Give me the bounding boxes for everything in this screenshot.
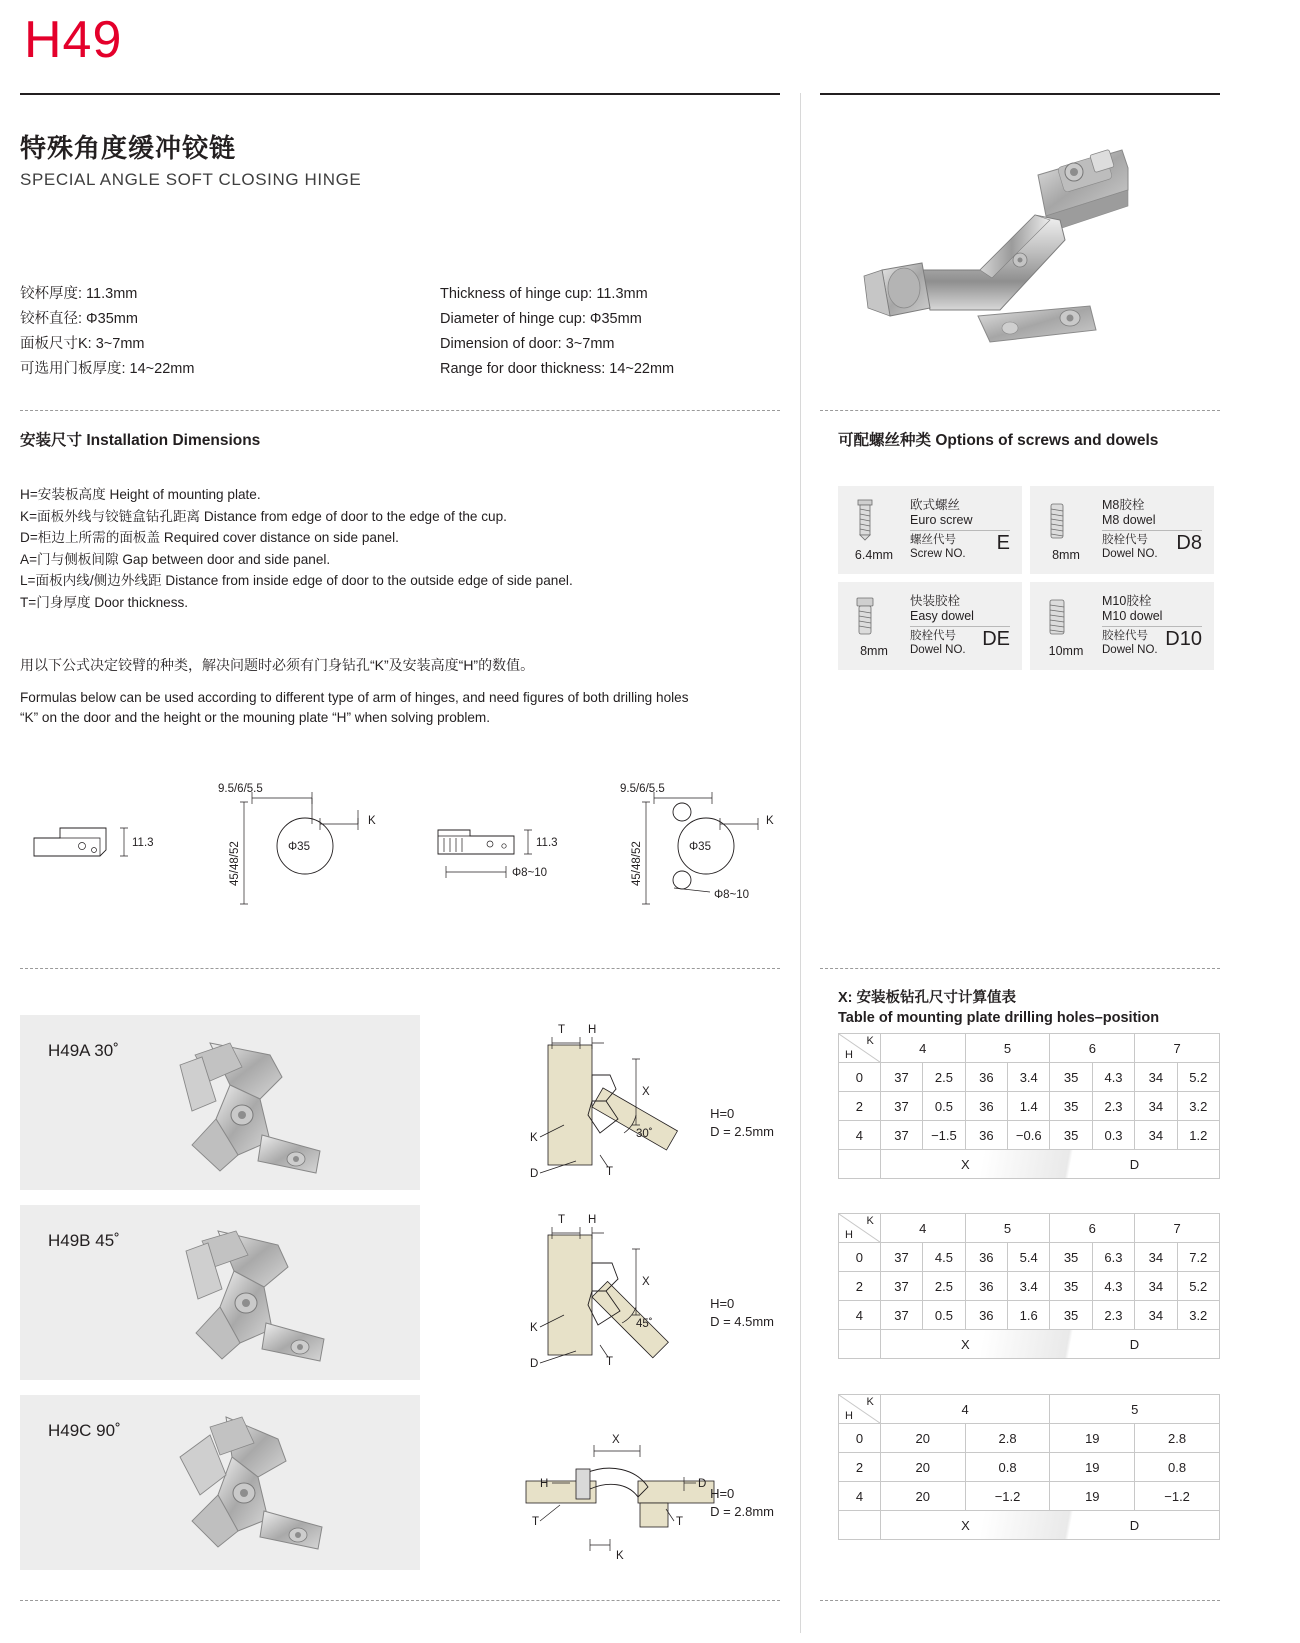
svg-text:X: X — [642, 1276, 650, 1288]
cell: 19 — [1050, 1424, 1135, 1453]
svg-text:K: K — [368, 815, 376, 827]
variant-h49a-note-d: D = 2.5mm — [710, 1124, 774, 1139]
easy-dowel-name-cn: 快装胶栓 — [910, 594, 961, 608]
m10-dowel-no-cn: 胶栓代号 — [1102, 630, 1148, 642]
cell: 34 — [1135, 1243, 1177, 1272]
table-3-header-row — [839, 1395, 1220, 1424]
variant-h49b-note-h: H=0 — [710, 1296, 735, 1311]
legend-line-2: D=柜边上所需的面板盖 Required cover distance on side panel. — [20, 530, 399, 545]
svg-text:Φ8~10: Φ8~10 — [714, 889, 750, 901]
cell: 35 — [1050, 1063, 1092, 1092]
table-1-footer-x: X — [961, 1157, 970, 1172]
svg-text:D: D — [530, 1358, 539, 1370]
m8-dowel-name-en: M8 dowel — [1102, 513, 1156, 527]
cell: 36 — [965, 1272, 1007, 1301]
variant-h49a-diagram — [440, 1015, 780, 1190]
svg-text:K: K — [616, 1550, 624, 1562]
table-1-k-5: 5 — [965, 1034, 1050, 1063]
table-1-footer-d: D — [1129, 1157, 1140, 1172]
spec-cn-3: 可选用门板厚度: 14~22mm — [20, 361, 195, 377]
installation-title-cn: 安装尺寸 — [20, 432, 83, 449]
cell: 7.2 — [1177, 1243, 1219, 1272]
cell: −1.2 — [965, 1482, 1050, 1511]
table-3-k-5: 5 — [1050, 1395, 1220, 1424]
table-row — [839, 1121, 1220, 1150]
variant-h49c-photo — [20, 1395, 420, 1570]
cell: 3.2 — [1177, 1301, 1219, 1330]
table-2-corner-h: H — [845, 1229, 853, 1241]
cell: 34 — [1135, 1121, 1177, 1150]
table-2-footer-x: X — [961, 1337, 970, 1352]
variant-h49b-diagram — [440, 1205, 780, 1380]
svg-text:H: H — [588, 1024, 597, 1036]
svg-text:H: H — [540, 1478, 549, 1490]
m8-dowel-no-en: Dowel NO. — [1102, 547, 1158, 560]
cell: 5.2 — [1177, 1272, 1219, 1301]
svg-text:Φ8~10: Φ8~10 — [512, 867, 548, 879]
tables-title-en: Table of mounting plate drilling holes–position — [838, 1010, 1160, 1026]
screw-option-euro-screw — [838, 486, 1022, 574]
easy-dowel-code-label — [910, 630, 966, 657]
variant-h49c-label: H49C 90˚ — [48, 1421, 121, 1440]
screw-option-m10-dowel — [1030, 582, 1214, 670]
tables-title — [838, 988, 1159, 1028]
table-1-header-row — [839, 1034, 1220, 1063]
svg-text:T: T — [676, 1516, 684, 1528]
easy-dowel-name-en: Easy dowel — [910, 609, 974, 623]
cell: 37 — [880, 1121, 922, 1150]
euro-screw-icon — [850, 498, 898, 544]
svg-text:X: X — [612, 1434, 620, 1446]
drawing-front-view-1 — [218, 783, 376, 904]
svg-text:45/48/52: 45/48/52 — [229, 841, 241, 886]
table-row — [839, 1301, 1220, 1330]
table-2-corner-k: K — [866, 1215, 874, 1227]
svg-text:9.5/6/5.5: 9.5/6/5.5 — [620, 783, 665, 795]
table-2-k-5: 5 — [965, 1214, 1050, 1243]
table-3-footer-blank — [839, 1511, 881, 1540]
cell: 36 — [965, 1243, 1007, 1272]
cell: 4.3 — [1092, 1272, 1134, 1301]
m8-dowel-size: 8mm — [1052, 548, 1080, 562]
variant-h49c — [20, 1395, 780, 1570]
svg-text:11.3: 11.3 — [132, 837, 154, 849]
cell: 20 — [880, 1482, 965, 1511]
table-2-footer-d: D — [1129, 1337, 1140, 1352]
product-code: H49 — [24, 11, 123, 69]
table-2-footer — [839, 1330, 1220, 1359]
table-1-corner-h: H — [845, 1049, 853, 1061]
cell: 37 — [880, 1092, 922, 1121]
spec-cn-0: 铰杯厚度: 11.3mm — [20, 286, 138, 302]
cell: −1.5 — [923, 1121, 965, 1150]
m10-dowel-name-en: M10 dowel — [1102, 609, 1163, 623]
cell: 4.5 — [923, 1243, 965, 1272]
euro-screw-code-label — [910, 534, 966, 561]
euro-screw-no-en: Screw NO. — [910, 547, 966, 560]
table-2-footer-blank — [839, 1330, 881, 1359]
cell: 6.3 — [1092, 1243, 1134, 1272]
table-2-footer-xd — [880, 1330, 1219, 1359]
svg-text:K: K — [530, 1322, 538, 1334]
m10-dowel-rule — [1102, 626, 1202, 627]
svg-text:11.3: 11.3 — [536, 837, 558, 849]
divider-right-2 — [820, 968, 1220, 969]
cell: 36 — [965, 1121, 1007, 1150]
m8-dowel-name — [1102, 498, 1156, 528]
svg-text:Φ35: Φ35 — [689, 841, 711, 853]
cell: 2.5 — [923, 1063, 965, 1092]
easy-dowel-name — [910, 594, 974, 624]
cell: 35 — [1050, 1243, 1092, 1272]
m8-dowel-code-label — [1102, 534, 1158, 561]
svg-text:T: T — [558, 1214, 566, 1226]
table-2-h-2: 2 — [839, 1272, 881, 1301]
technical-drawings — [20, 780, 780, 950]
table-row — [839, 1063, 1220, 1092]
cell: 34 — [1135, 1063, 1177, 1092]
screw-option-m8-dowel — [1030, 486, 1214, 574]
cell: −1.2 — [1135, 1482, 1220, 1511]
cell: 2.5 — [923, 1272, 965, 1301]
table-1-h-2: 2 — [839, 1092, 881, 1121]
table-3-footer-x: X — [961, 1518, 970, 1533]
table-row — [839, 1092, 1220, 1121]
cell: 5.2 — [1177, 1063, 1219, 1092]
m8-dowel-name-cn: M8胶栓 — [1102, 498, 1145, 512]
easy-dowel-no-cn: 胶栓代号 — [910, 630, 956, 642]
cell: 37 — [880, 1301, 922, 1330]
cell: 36 — [965, 1301, 1007, 1330]
variant-h49c-diagram — [440, 1395, 780, 1570]
variant-h49b-photo — [20, 1205, 420, 1380]
cell: 1.6 — [1007, 1301, 1049, 1330]
variant-h49b-angle: 45˚ — [636, 1318, 653, 1330]
table-1-k-6: 6 — [1050, 1034, 1135, 1063]
m8-dowel-icon — [1042, 498, 1090, 544]
svg-text:Φ35: Φ35 — [288, 841, 310, 853]
cell: 1.2 — [1177, 1121, 1219, 1150]
table-row — [839, 1243, 1220, 1272]
drawing-side-view-2 — [438, 830, 558, 879]
m10-dowel-icon — [1042, 594, 1090, 640]
table-row — [839, 1453, 1220, 1482]
cell: 2.3 — [1092, 1301, 1134, 1330]
installation-title-en: Installation Dimensions — [86, 432, 261, 449]
table-1-corner — [839, 1034, 881, 1063]
formula-note-en: Formulas below can be used according to different type of arm of hinges, and need figures of both drilling holes “K” on the door and the height or the mouning plate “H” when solving problem. — [20, 690, 689, 725]
table-2-k-7: 7 — [1135, 1214, 1220, 1243]
legend-line-4: L=面板内线/侧边外线距 Distance from inside edge of door to the outside edge of side panel. — [20, 573, 573, 588]
variant-h49c-note — [710, 1485, 774, 1521]
header-rule-right — [820, 93, 1220, 95]
cell: 0.8 — [965, 1453, 1050, 1482]
easy-dowel-code: DE — [982, 628, 1010, 650]
spec-en-3: Range for door thickness: 14~22mm — [440, 361, 675, 377]
spec-en-1: Diameter of hinge cup: Φ35mm — [440, 311, 642, 327]
screws-title-cn: 可配螺丝种类 — [838, 432, 932, 449]
cell: 35 — [1050, 1272, 1092, 1301]
cell: 2.3 — [1092, 1092, 1134, 1121]
euro-screw-rule — [910, 530, 1010, 531]
legend-line-3: A=门与侧板间隙 Gap between door and side panel. — [20, 551, 331, 567]
variant-h49b-note-d: D = 4.5mm — [710, 1314, 774, 1329]
easy-dowel-rule — [910, 626, 1010, 627]
spec-cn-1: 铰杯直径: Φ35mm — [20, 311, 138, 327]
table-3-h-0: 0 — [839, 1424, 881, 1453]
m10-dowel-no-en: Dowel NO. — [1102, 643, 1158, 656]
euro-screw-no-cn: 螺丝代号 — [910, 534, 956, 546]
legend-line-5: T=门身厚度 Door thickness. — [20, 594, 189, 610]
drilling-table-3 — [838, 1394, 1220, 1540]
svg-text:T: T — [606, 1166, 614, 1178]
svg-text:D: D — [530, 1168, 539, 1180]
installation-section-title — [20, 428, 260, 450]
cell: 35 — [1050, 1301, 1092, 1330]
variant-h49b-label: H49B 45˚ — [48, 1231, 120, 1250]
table-2-corner — [839, 1214, 881, 1243]
cell: 35 — [1050, 1121, 1092, 1150]
easy-dowel-icon — [850, 594, 898, 640]
variant-h49c-note-d: D = 2.8mm — [710, 1504, 774, 1519]
table-3-corner — [839, 1395, 881, 1424]
variant-h49b-note — [710, 1295, 774, 1331]
table-3-footer-d: D — [1129, 1518, 1140, 1533]
m8-dowel-no-cn: 胶栓代号 — [1102, 534, 1148, 546]
table-3-k-4: 4 — [880, 1395, 1050, 1424]
table-1-k-4: 4 — [880, 1034, 965, 1063]
svg-text:H: H — [588, 1214, 597, 1226]
table-row — [839, 1482, 1220, 1511]
euro-screw-code: E — [996, 532, 1010, 554]
table-2-k-6: 6 — [1050, 1214, 1135, 1243]
variant-h49c-note-h: H=0 — [710, 1486, 735, 1501]
svg-text:45/48/52: 45/48/52 — [631, 841, 643, 886]
m10-dowel-code: D10 — [1165, 628, 1202, 650]
cell: 36 — [965, 1092, 1007, 1121]
euro-screw-name-cn: 欧式螺丝 — [910, 498, 961, 512]
drilling-table-2 — [838, 1213, 1220, 1359]
m10-dowel-size: 10mm — [1048, 644, 1084, 658]
variant-h49a — [20, 1015, 780, 1190]
tables-title-cn: X: 安装板钻孔尺寸计算值表 — [838, 990, 1017, 1006]
spec-list-cn — [20, 282, 440, 382]
cell: 3.4 — [1007, 1272, 1049, 1301]
cell: 0.5 — [923, 1301, 965, 1330]
euro-screw-name-en: Euro screw — [910, 513, 973, 527]
divider-left-3 — [20, 1600, 780, 1601]
divider-left-2 — [20, 968, 780, 969]
table-1-corner-k: K — [866, 1035, 874, 1047]
cell: 19 — [1050, 1482, 1135, 1511]
cell: 3.4 — [1008, 1063, 1050, 1092]
svg-text:9.5/6/5.5: 9.5/6/5.5 — [218, 783, 263, 795]
divider-left-1 — [20, 410, 780, 411]
table-2-header-row — [839, 1214, 1220, 1243]
spec-list — [20, 282, 780, 382]
table-1-footer-xd — [880, 1150, 1219, 1179]
cell: 2.8 — [1135, 1424, 1220, 1453]
cell: 20 — [880, 1453, 965, 1482]
cell: 0.5 — [923, 1092, 965, 1121]
product-title-en: SPECIAL ANGLE SOFT CLOSING HINGE — [20, 170, 362, 189]
svg-text:K: K — [766, 815, 774, 827]
variant-h49a-note-h: H=0 — [710, 1106, 735, 1121]
table-1-footer — [839, 1150, 1220, 1179]
cell: 34 — [1135, 1092, 1177, 1121]
table-row — [839, 1272, 1220, 1301]
header-rule-left — [20, 93, 780, 95]
euro-screw-size: 6.4mm — [854, 548, 894, 562]
variant-h49a-photo — [20, 1015, 420, 1190]
cell: 0.3 — [1092, 1121, 1134, 1150]
table-3-footer — [839, 1511, 1220, 1540]
screw-option-easy-dowel — [838, 582, 1022, 670]
table-3-footer-xd — [880, 1511, 1219, 1540]
spec-list-en — [440, 282, 770, 382]
svg-text:D: D — [698, 1478, 707, 1490]
product-title-cn: 特殊角度缓冲铰链 — [20, 133, 237, 163]
spec-en-2: Dimension of door: 3~7mm — [440, 336, 615, 352]
spec-en-0: Thickness of hinge cup: 11.3mm — [440, 286, 648, 302]
variant-h49a-label: H49A 30˚ — [48, 1041, 119, 1060]
m8-dowel-code: D8 — [1176, 532, 1202, 554]
drilling-table-1 — [838, 1033, 1220, 1179]
screws-section-title — [838, 428, 1158, 450]
cell: 37 — [880, 1243, 922, 1272]
variant-h49b — [20, 1205, 780, 1380]
table-1-footer-blank — [839, 1150, 881, 1179]
cell: −0.6 — [1008, 1121, 1050, 1150]
table-1-h-0: 0 — [839, 1063, 881, 1092]
table-row — [839, 1424, 1220, 1453]
table-2-h-4: 4 — [839, 1301, 881, 1330]
screws-title-en: Options of screws and dowels — [935, 432, 1159, 449]
svg-text:X: X — [642, 1086, 650, 1098]
divider-right-1 — [820, 410, 1220, 411]
m8-dowel-rule — [1102, 530, 1202, 531]
installation-legend — [20, 484, 720, 613]
easy-dowel-no-en: Dowel NO. — [910, 643, 966, 656]
cell: 34 — [1135, 1301, 1177, 1330]
easy-dowel-size: 8mm — [860, 644, 888, 658]
variant-h49a-note — [710, 1105, 774, 1141]
drawing-side-view-1 — [34, 828, 154, 856]
cell: 3.2 — [1177, 1092, 1219, 1121]
table-3-h-2: 2 — [839, 1453, 881, 1482]
table-3-corner-h: H — [845, 1410, 853, 1422]
screw-options-grid — [838, 486, 1220, 678]
hero-product-photo — [860, 120, 1210, 370]
cell: 0.8 — [1135, 1453, 1220, 1482]
drawing-front-view-2 — [620, 783, 774, 904]
cell: 34 — [1135, 1272, 1177, 1301]
table-2-k-4: 4 — [880, 1214, 965, 1243]
m10-dowel-name — [1102, 594, 1162, 624]
variant-h49a-angle: 30˚ — [636, 1128, 653, 1140]
table-3-corner-k: K — [866, 1396, 874, 1408]
svg-text:T: T — [558, 1024, 566, 1036]
legend-line-0: H=安装板高度 Height of mounting plate. — [20, 487, 261, 502]
cell: 20 — [880, 1424, 965, 1453]
table-1-k-7: 7 — [1135, 1034, 1220, 1063]
cell: 37 — [880, 1063, 922, 1092]
table-2-h-0: 0 — [839, 1243, 881, 1272]
column-divider — [800, 93, 801, 1633]
spec-cn-2: 面板尺寸K: 3~7mm — [20, 336, 145, 352]
divider-right-3 — [820, 1600, 1220, 1601]
cell: 5.4 — [1007, 1243, 1049, 1272]
cell: 4.3 — [1092, 1063, 1134, 1092]
euro-screw-name — [910, 498, 973, 528]
cell: 36 — [965, 1063, 1007, 1092]
table-1-h-4: 4 — [839, 1121, 881, 1150]
svg-text:K: K — [530, 1132, 538, 1144]
formula-note-cn: 用以下公式决定铰臂的种类，解决问题时必须有门身钻孔“K”及安装高度“H”的数值。 — [20, 657, 535, 673]
cell: 2.8 — [965, 1424, 1050, 1453]
cell: 1.4 — [1008, 1092, 1050, 1121]
legend-line-1: K=面板外线与铰链盒钻孔距离 Distance from edge of door to the edge of the cup. — [20, 508, 507, 524]
cell: 35 — [1050, 1092, 1092, 1121]
cell: 19 — [1050, 1453, 1135, 1482]
svg-text:T: T — [606, 1356, 614, 1368]
m10-dowel-name-cn: M10胶栓 — [1102, 594, 1152, 608]
svg-text:T: T — [532, 1516, 540, 1528]
m10-dowel-code-label — [1102, 630, 1158, 657]
cell: 37 — [880, 1272, 922, 1301]
table-3-h-4: 4 — [839, 1482, 881, 1511]
